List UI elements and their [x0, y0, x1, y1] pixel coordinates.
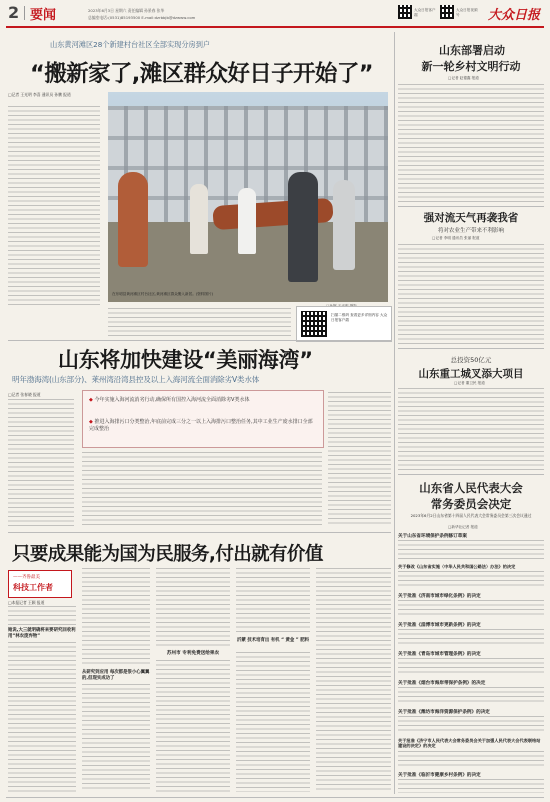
bullet-text: 今年实施入海河流消劣行动,确保所有国控入海河流全面消除劣Ⅴ类水体	[94, 397, 250, 403]
photo-caption: 在东明县黄河滩区村台社区,黄河滩区群众搬入新居。(资料图片)	[112, 292, 213, 296]
article-headline: 只要成果能为国为民服务,付出就有价值	[12, 544, 323, 565]
column-logo-line1: ——齐鲁最美	[13, 575, 40, 580]
bullet-icon: ◆	[89, 397, 95, 403]
decision-item-6: 关于批准《烟台市海岸带保护条例》的决定	[398, 681, 486, 686]
article-body-mid	[82, 452, 322, 527]
article-byline: □记者 李明 通讯员 张丽 报道	[432, 236, 480, 240]
article-headline: 山东省人民代表大会	[419, 481, 523, 495]
qr-code-article[interactable]	[301, 311, 327, 337]
article-subhead: 将对农业生产带来不利影响	[437, 228, 504, 234]
article-rural-civilization	[398, 36, 544, 206]
column-logo	[8, 570, 72, 598]
body-col-3a	[156, 568, 230, 646]
article-headline: “搬新家了,滩区群众好日子开始了”	[30, 61, 373, 87]
article-relocation	[8, 34, 391, 309]
article-byline: □记者 张春晓 报道	[8, 392, 41, 397]
article-body	[398, 84, 544, 204]
column-logo-line2: 科技工作者	[13, 583, 53, 592]
article-headline-second: 常务委员会决定	[430, 497, 512, 511]
highlight-bullet-2	[89, 419, 317, 433]
body-col-4a	[236, 568, 310, 634]
decision-item-7: 关于批准《潍坊市海洋资源保护条例》的决定	[398, 710, 490, 715]
article-heavy-industry	[398, 348, 544, 472]
article-body-left	[8, 399, 74, 527]
article-beautiful-bays	[8, 340, 391, 530]
photo-person-left	[118, 172, 148, 267]
article-storm-weather	[398, 206, 544, 346]
page-bottom-rule	[6, 797, 544, 798]
section-title: 要闻	[30, 8, 57, 23]
column-divider-right	[394, 32, 395, 794]
decision-body-1	[398, 540, 544, 560]
article-headline: 山东将加快建设“美丽海湾”	[58, 348, 313, 372]
article-photo	[108, 92, 388, 302]
article-byline: □新华社记者 报道	[448, 525, 478, 529]
decision-item-1: 关于山东省环境保护条例修订草案	[398, 534, 467, 539]
photo-person-center	[190, 184, 208, 254]
decision-body-7	[398, 716, 544, 734]
decision-body-4	[398, 629, 544, 647]
article-body-right	[328, 392, 391, 527]
decision-body-8	[398, 751, 544, 769]
bullet-icon: ◆	[89, 419, 95, 425]
decision-body-3	[398, 600, 544, 618]
article-body-column	[8, 106, 100, 306]
subhead-4: 苏州市 专利免费送给果农	[166, 651, 220, 656]
article-byline: □记者 王光明 李喜 通讯员 孙鹏 报道	[8, 92, 71, 97]
body-col-1a	[8, 606, 76, 626]
photo-person-center2	[238, 188, 256, 254]
body-col-2a	[82, 568, 150, 666]
paper-logo: 大众日报	[488, 8, 541, 23]
article-byline: □本报记者 王颖 报道	[8, 600, 45, 605]
section-divider	[398, 348, 544, 349]
article-headline: 强对流天气再袭我省	[423, 212, 519, 224]
date-line: 2023年6月3日 星期六 责任编辑 孙景春 张华	[88, 8, 165, 13]
qr-code-video[interactable]	[440, 5, 454, 19]
decision-item-4: 关于批准《淄博市城市更新条例》的决定	[398, 623, 481, 628]
photo-person-right	[333, 180, 355, 270]
bullet-text: 推进入海排污口分类整治,年底前完成三分之一以上入海排污口整治任务,其中工业生产废水排口全部完成整治	[89, 419, 313, 432]
decision-item-9: 关于批准《临沂市健康乡村条例》的决定	[398, 773, 481, 778]
subhead-1: 她说,大三就明确将来要研究回收利用“林农废弃物”	[8, 628, 76, 639]
decision-item-3: 关于批准《济南市城市绿化条例》的决定	[398, 594, 481, 599]
decision-body-2	[398, 571, 544, 589]
section-divider	[8, 340, 391, 341]
article-body-lower-cols	[108, 308, 291, 336]
body-col-4b	[236, 652, 310, 792]
section-divider	[8, 532, 391, 533]
body-col-2b	[82, 684, 150, 792]
page-number: 2	[8, 3, 20, 22]
subhead-2: 从研究到应用 每次都是很小心翼翼的,但现实成功了	[82, 670, 150, 681]
body-col-1b	[8, 642, 76, 792]
decision-body-6	[398, 687, 544, 705]
article-kicker: 山东黄河滩区28个新建村台社区全部实现分房到户	[50, 40, 211, 49]
masthead	[0, 0, 550, 30]
masthead-rule	[6, 26, 544, 28]
page-number-divider	[24, 6, 25, 20]
decision-item-2: 关于修改《山东省实施〈中华人民共和国公路法〉办法》的决定	[398, 564, 516, 569]
article-headline-second: 新一轮乡村文明行动	[421, 60, 521, 73]
body-col-5	[316, 568, 391, 792]
article-standing-committee	[398, 474, 544, 796]
article-scientist	[8, 532, 391, 796]
article-subhead: 明年渤海湾(山东部分)、莱州湾沿湾县控及以上入海河流全面消除劣Ⅴ类水体	[12, 375, 260, 384]
highlight-box	[82, 390, 324, 448]
subhead-6: 沂蒙 技术培育出 有机 “ 黄金 ” 肥料	[236, 638, 310, 643]
section-divider	[398, 206, 544, 207]
decision-item-5: 关于批准《青岛市城市管理条例》的决定	[398, 652, 481, 657]
decision-item-8: 关于批准《济宁市人民代表大会常务委员会关于加强人民代表大会代表联络站建设的决定》的决定	[398, 738, 541, 749]
qr-promo-box[interactable]	[296, 306, 392, 342]
article-body	[398, 388, 544, 470]
photo-person-elder	[288, 172, 318, 282]
contact-line: 总编室电话:(0531)85193500 E-mail:dzrbbjb@dzwww.com	[88, 15, 196, 20]
decision-body-9	[398, 779, 544, 793]
article-byline: □记者 赵德鑫 报道	[448, 76, 479, 80]
qr-code-client[interactable]	[398, 5, 412, 19]
body-col-3b	[156, 660, 230, 792]
decision-body-5	[398, 658, 544, 676]
article-kicker: 总投资50亿元	[450, 356, 492, 364]
qr-caption-client: 大众日报客户端	[414, 8, 436, 17]
highlight-bullet-1	[89, 397, 317, 404]
qr-caption-video: 大众日报视频号	[456, 8, 478, 17]
article-note: 2023年6月2日山东省第十四届人民代表大会常务委员会第三次会议通过	[410, 513, 532, 518]
article-headline: 山东部署启动	[439, 44, 505, 57]
qr-promo-text: 扫描二维码 查看更多详细内容 大众日报客户端	[331, 313, 388, 322]
section-divider	[398, 474, 544, 475]
article-byline: □记者 董卫民 报道	[454, 381, 485, 385]
article-headline: 山东重工城叉添大项目	[418, 368, 524, 380]
article-body	[398, 244, 544, 344]
